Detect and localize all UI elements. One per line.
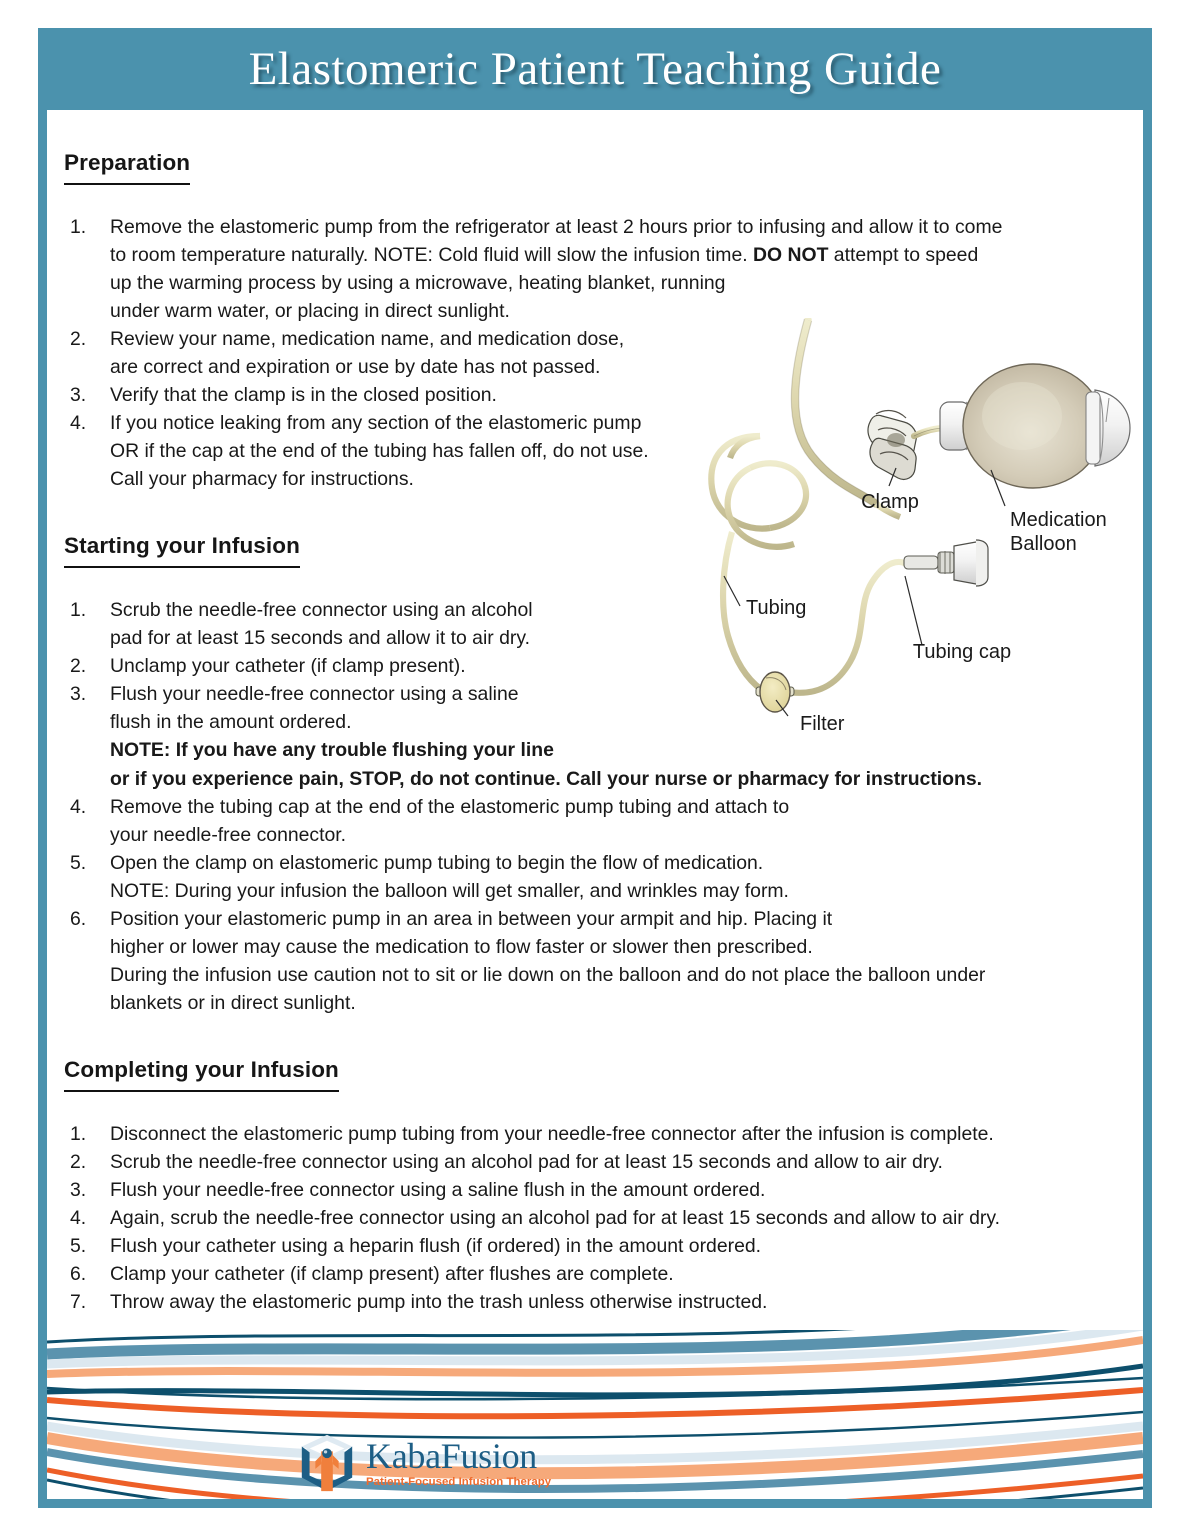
- footer-wave-decoration: [47, 1330, 1143, 1499]
- body-text: Review your name, medication name, and medication dose,: [110, 328, 625, 351]
- body-text: Call your pharmacy for instructions.: [110, 468, 414, 491]
- list-item: [64, 849, 1129, 905]
- step-number: 1.: [70, 216, 87, 238]
- list-item: [64, 793, 1129, 849]
- list-item: [64, 1120, 1129, 1148]
- step-line: [110, 736, 1129, 764]
- body-text: If you notice leaking from any section of the elastomeric pump: [110, 412, 642, 435]
- step-number: 4.: [70, 795, 87, 818]
- step-line: [110, 877, 1129, 905]
- list-item: [64, 1260, 1129, 1288]
- document-content: [64, 150, 1129, 1320]
- step-line: [110, 1148, 1129, 1176]
- body-text: Position your elastomeric pump in an area in between your armpit and hip. Placing it: [110, 907, 833, 930]
- page-title: Elastomeric Patient Teaching Guide: [248, 43, 942, 95]
- step-line: [110, 765, 1129, 793]
- body-text: Flush your catheter using a heparin flush (if ordered) in the amount ordered.: [110, 1234, 762, 1257]
- step-number: 7.: [70, 1290, 87, 1313]
- header-band: [38, 28, 1152, 110]
- step-line: [110, 465, 1129, 493]
- logo-tagline: Patient-Focused Infusion Therapy: [366, 1475, 552, 1488]
- section-heading-preparation: Preparation: [64, 150, 190, 185]
- step-line: [110, 624, 1129, 652]
- step-number: 5.: [70, 851, 87, 874]
- body-text: Open the clamp on elastomeric pump tubing to begin the flow of medication.: [110, 851, 764, 874]
- logo-text: [366, 1435, 552, 1488]
- list-item: [64, 1176, 1129, 1204]
- step-line: [110, 1204, 1129, 1232]
- emphasis-text: or if you experience pain, STOP, do not continue. Call your nurse or pharmacy for instructions.: [110, 767, 983, 790]
- label-medication-balloon-line2: Balloon: [1010, 533, 1077, 555]
- body-text: blankets or in direct sunlight.: [110, 991, 356, 1014]
- list-item: [64, 325, 1129, 381]
- list-item: [64, 1288, 1129, 1316]
- body-text: Disconnect the elastomeric pump tubing from your needle-free connector after the infusion is complete.: [110, 1122, 994, 1145]
- emphasis-text: DO NOT: [753, 244, 829, 267]
- section-heading-completing-your-infusion: Completing your Infusion: [64, 1057, 339, 1092]
- step-line: [110, 297, 1129, 325]
- step-line: [110, 933, 1129, 961]
- body-text: to room temperature naturally. NOTE: Cold fluid will slow the infusion time.: [110, 244, 754, 267]
- body-text: Remove the elastomeric pump from the refrigerator at least 2 hours prior to infusing and allow it to come: [110, 216, 1003, 238]
- step-line: [110, 325, 1129, 353]
- step-number: 1.: [70, 1122, 87, 1145]
- body-text: up the warming process by using a microwave, heating blanket, running: [110, 272, 726, 295]
- kabafusion-logo: [296, 1432, 551, 1494]
- list-item: [64, 652, 1129, 680]
- step-number: 5.: [70, 1234, 87, 1257]
- step-number: 1.: [70, 599, 87, 622]
- body-text: flush in the amount ordered.: [110, 711, 352, 734]
- step-line: [110, 269, 1129, 297]
- step-list-preparation: [64, 213, 1129, 493]
- list-item: [64, 1148, 1129, 1176]
- step-line: [110, 821, 1129, 849]
- list-item: [64, 1232, 1129, 1260]
- step-line: [110, 680, 1129, 708]
- step-line: [110, 381, 1129, 409]
- step-line: [110, 1232, 1129, 1260]
- label-medication-balloon-line1: Medication: [1010, 509, 1107, 531]
- body-text: Again, scrub the needle-free connector using an alcohol pad for at least 15 seconds and allow to air dry.: [110, 1206, 1000, 1229]
- list-item: [64, 1204, 1129, 1232]
- step-line: [110, 1260, 1129, 1288]
- body-text: Verify that the clamp is in the closed position.: [110, 384, 497, 407]
- list-item: [64, 409, 1129, 493]
- section-heading-starting-your-infusion: Starting your Infusion: [64, 533, 300, 568]
- body-text: Flush your needle-free connector using a saline flush in the amount ordered.: [110, 1178, 766, 1201]
- body-text: Scrub the needle-free connector using an alcohol: [110, 599, 533, 622]
- step-line: [110, 213, 1129, 241]
- kabafusion-cube-icon: [296, 1432, 358, 1494]
- step-list-starting-your-infusion: [64, 596, 1129, 1016]
- list-item: [64, 680, 1129, 792]
- step-number: 2.: [70, 1150, 87, 1173]
- list-item: [64, 381, 1129, 409]
- section-starting-your-infusion: [64, 533, 1129, 1016]
- step-line: [110, 1176, 1129, 1204]
- step-line: [110, 652, 1129, 680]
- logo-wordmark: KabaFusion: [366, 1435, 537, 1476]
- section-preparation: [64, 150, 1129, 493]
- step-number: 3.: [70, 384, 87, 407]
- step-list-completing-your-infusion: [64, 1120, 1129, 1316]
- body-text: Remove the tubing cap at the end of the elastomeric pump tubing and attach to: [110, 795, 790, 818]
- body-text: NOTE: During your infusion the balloon will get smaller, and wrinkles may form.: [110, 879, 789, 902]
- step-line: [110, 241, 1129, 269]
- list-item: [64, 213, 1129, 325]
- list-item: [64, 905, 1129, 1017]
- label-clamp: Clamp: [861, 491, 919, 513]
- step-line: [110, 708, 1129, 736]
- body-text: your needle-free connector.: [110, 823, 347, 846]
- body-text: attempt to speed: [828, 244, 979, 267]
- step-number: 2.: [70, 655, 87, 678]
- emphasis-text: NOTE: If you have any trouble flushing your line: [110, 739, 554, 762]
- step-line: [110, 989, 1129, 1017]
- label-tubing: Tubing: [746, 597, 807, 619]
- body-text: Clamp your catheter (if clamp present) after flushes are complete.: [110, 1262, 674, 1285]
- body-text: OR if the cap at the end of the tubing has fallen off, do not use.: [110, 440, 649, 463]
- list-item: [64, 596, 1129, 652]
- body-text: Scrub the needle-free connector using an alcohol pad for at least 15 seconds and allow to air dry.: [110, 1150, 943, 1173]
- step-number: 6.: [70, 1262, 87, 1285]
- body-text: Throw away the elastomeric pump into the trash unless otherwise instructed.: [110, 1290, 768, 1313]
- step-line: [110, 849, 1129, 877]
- body-text: Flush your needle-free connector using a saline: [110, 683, 519, 706]
- step-line: [110, 596, 1129, 624]
- step-line: [110, 905, 1129, 933]
- step-number: 4.: [70, 1206, 87, 1229]
- body-text: are correct and expiration or use by date has not passed.: [110, 356, 601, 379]
- body-text: higher or lower may cause the medication to flow faster or slower then prescribed.: [110, 935, 813, 958]
- step-line: [110, 353, 1129, 381]
- step-line: [110, 409, 1129, 437]
- step-number: 3.: [70, 1178, 87, 1201]
- section-completing-your-infusion: [64, 1057, 1129, 1316]
- body-text: Unclamp your catheter (if clamp present).: [110, 655, 466, 678]
- step-number: 2.: [70, 328, 87, 351]
- body-text: pad for at least 15 seconds and allow it to air dry.: [110, 627, 531, 650]
- body-text: under warm water, or placing in direct sunlight.: [110, 300, 510, 323]
- label-tubing-cap: Tubing cap: [912, 641, 1012, 663]
- body-text: During the infusion use caution not to sit or lie down on the balloon and do not place the balloon under: [110, 963, 986, 986]
- label-filter: Filter: [800, 713, 845, 735]
- step-number: 4.: [70, 412, 87, 435]
- step-line: [110, 1288, 1129, 1316]
- step-line: [110, 961, 1129, 989]
- step-line: [110, 793, 1129, 821]
- step-line: [110, 437, 1129, 465]
- step-number: 3.: [70, 683, 87, 706]
- step-line: [110, 1120, 1129, 1148]
- step-number: 6.: [70, 907, 87, 930]
